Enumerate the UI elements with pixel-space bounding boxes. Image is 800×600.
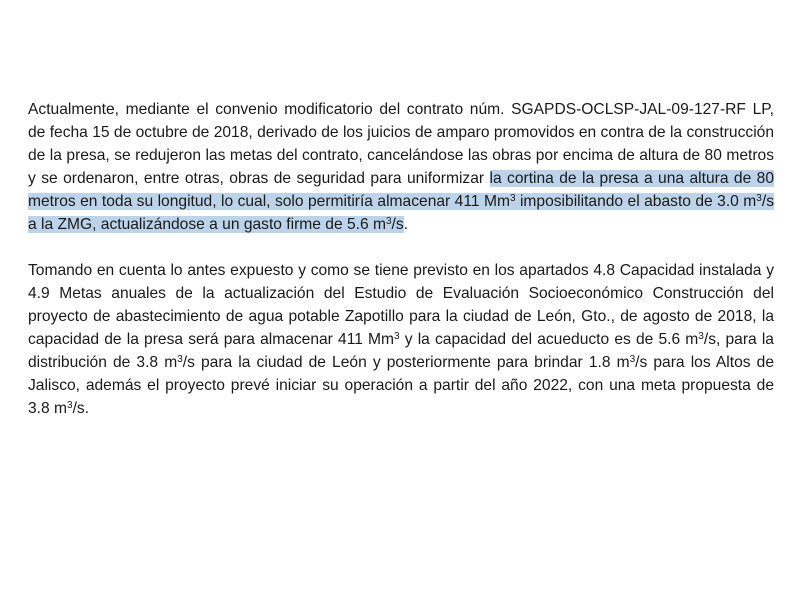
paragraph-capacidad — [28, 259, 774, 420]
superscript-3: 3 — [756, 193, 762, 204]
paragraph-text: /s. — [72, 400, 90, 417]
highlight-segment: /s — [391, 216, 404, 233]
paragraph-text: /s para los Altos de Jalisco, además el proyecto prevé iniciar su operación a partir del año 2022, con una meta propuesta de 3.8 m — [28, 354, 774, 417]
superscript-3: 3 — [67, 400, 73, 411]
highlight-segment: /s a la ZMG, actualizándose a un gasto firme de 5.6 m — [28, 193, 774, 233]
paragraph-text: /s para la ciudad de León y posteriormente para brindar 1.8 m — [182, 354, 630, 371]
superscript-3: 3 — [394, 331, 400, 342]
superscript-3: 3 — [385, 216, 392, 227]
paragraph-text: . — [403, 216, 409, 233]
paragraph-text: y la capacidad del acueducto es de 5.6 m — [399, 331, 699, 348]
paragraph-text: /s, para la distribución de 3.8 m — [28, 331, 774, 371]
document-page — [28, 98, 774, 420]
superscript-3: 3 — [509, 193, 516, 204]
highlight-segment: la cortina de la presa a una altura de 80 metros en toda su longitud, lo cual, solo permitiría almacenar 411 Mm — [28, 170, 774, 210]
superscript-3: 3 — [629, 354, 636, 365]
paragraph-text: Tomando en cuenta lo antes expuesto y como se tiene previsto en los apartados 4.8 Capacidad instalada y 4.9 Metas anuales de la actualización del Estudio de Evaluación Socioeconómico Construcción del proyecto de abastecimiento de agua potable Zapotillo para la ciudad de León, Gto., de agosto de 2018, la capacidad de la presa será para almacenar 411 Mm — [28, 262, 774, 348]
superscript-3: 3 — [698, 331, 704, 342]
paragraph-text: Actualmente, mediante el convenio modificatorio del contrato núm. SGAPDS-OCLSP-JAL-09-127-RF LP, de fecha 15 de octubre de 2018, derivado de los juicios de amparo promovidos en contra de la construcción de la presa, se redujeron las metas del contrato, cancelándose las obras por encima de altura de 80 metros y se ordenaron, entre otras, obras de seguridad para uniformizar — [28, 101, 774, 187]
highlight-segment: imposibilitando el abasto de 3.0 m — [515, 193, 757, 210]
paragraph-convenio — [28, 98, 774, 236]
superscript-3: 3 — [177, 354, 183, 365]
